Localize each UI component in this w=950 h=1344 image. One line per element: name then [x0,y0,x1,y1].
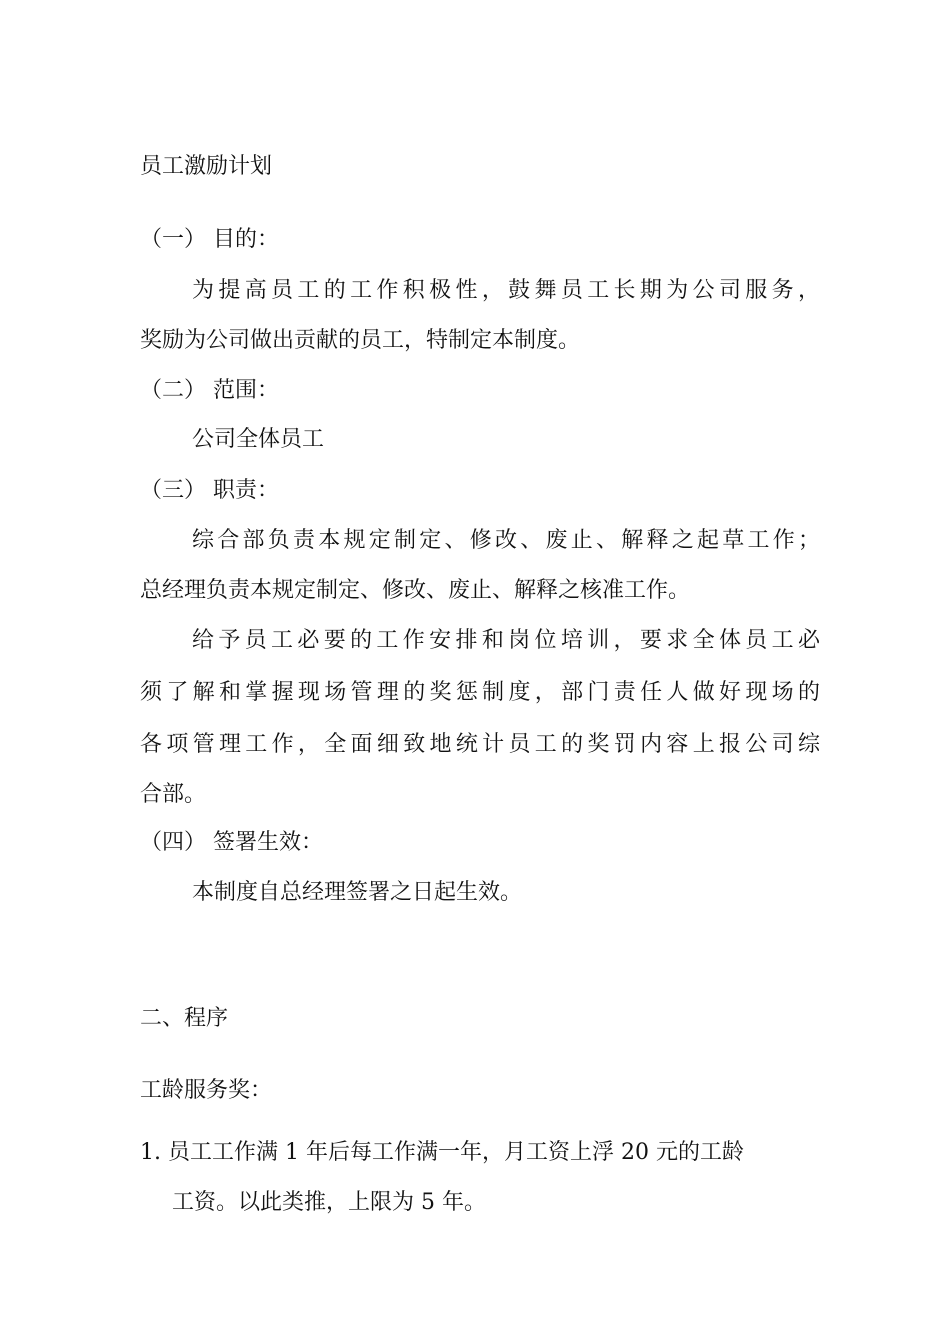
duty-paragraph-line: 总经理负责本规定制定、修改、废止、解释之核准工作。 [140,578,691,603]
duty-paragraph-line: 综合部负责本规定制定、修改、废止、解释之起草工作； [192,528,820,553]
scope-text: 公司全体员工 [192,427,325,452]
duty-heading: （三） 职责： [140,478,279,503]
document-title: 员工激励计划 [140,154,273,179]
effect-heading: （四） 签署生效： [140,830,323,855]
scope-heading: （二） 范围： [140,378,279,403]
list-item: 1. 员工工作满 1 年后每工作满一年，月工资上浮 20 元的工龄 [140,1140,744,1165]
procedure-heading: 二、程序 [140,1006,229,1031]
duty-paragraph-line: 须了解和掌握现场管理的奖惩制度，部门责任人做好现场的 [140,680,820,705]
purpose-paragraph-line: 为提高员工的工作积极性，鼓舞员工长期为公司服务， [192,278,820,303]
award-title: 工龄服务奖： [140,1078,273,1103]
purpose-heading: （一） 目的： [140,227,279,252]
duty-paragraph-line: 合部。 [140,782,207,807]
duty-paragraph-line: 各项管理工作，全面细致地统计员工的奖罚内容上报公司综 [140,732,820,757]
duty-paragraph-line: 给予员工必要的工作安排和岗位培训，要求全体员工必 [192,628,820,653]
effect-text: 本制度自总经理签署之日起生效。 [192,880,523,905]
list-item-continuation: 工资。以此类推，上限为 5 年。 [172,1190,486,1215]
purpose-paragraph-line: 奖励为公司做出贡献的员工，特制定本制度。 [140,328,581,353]
